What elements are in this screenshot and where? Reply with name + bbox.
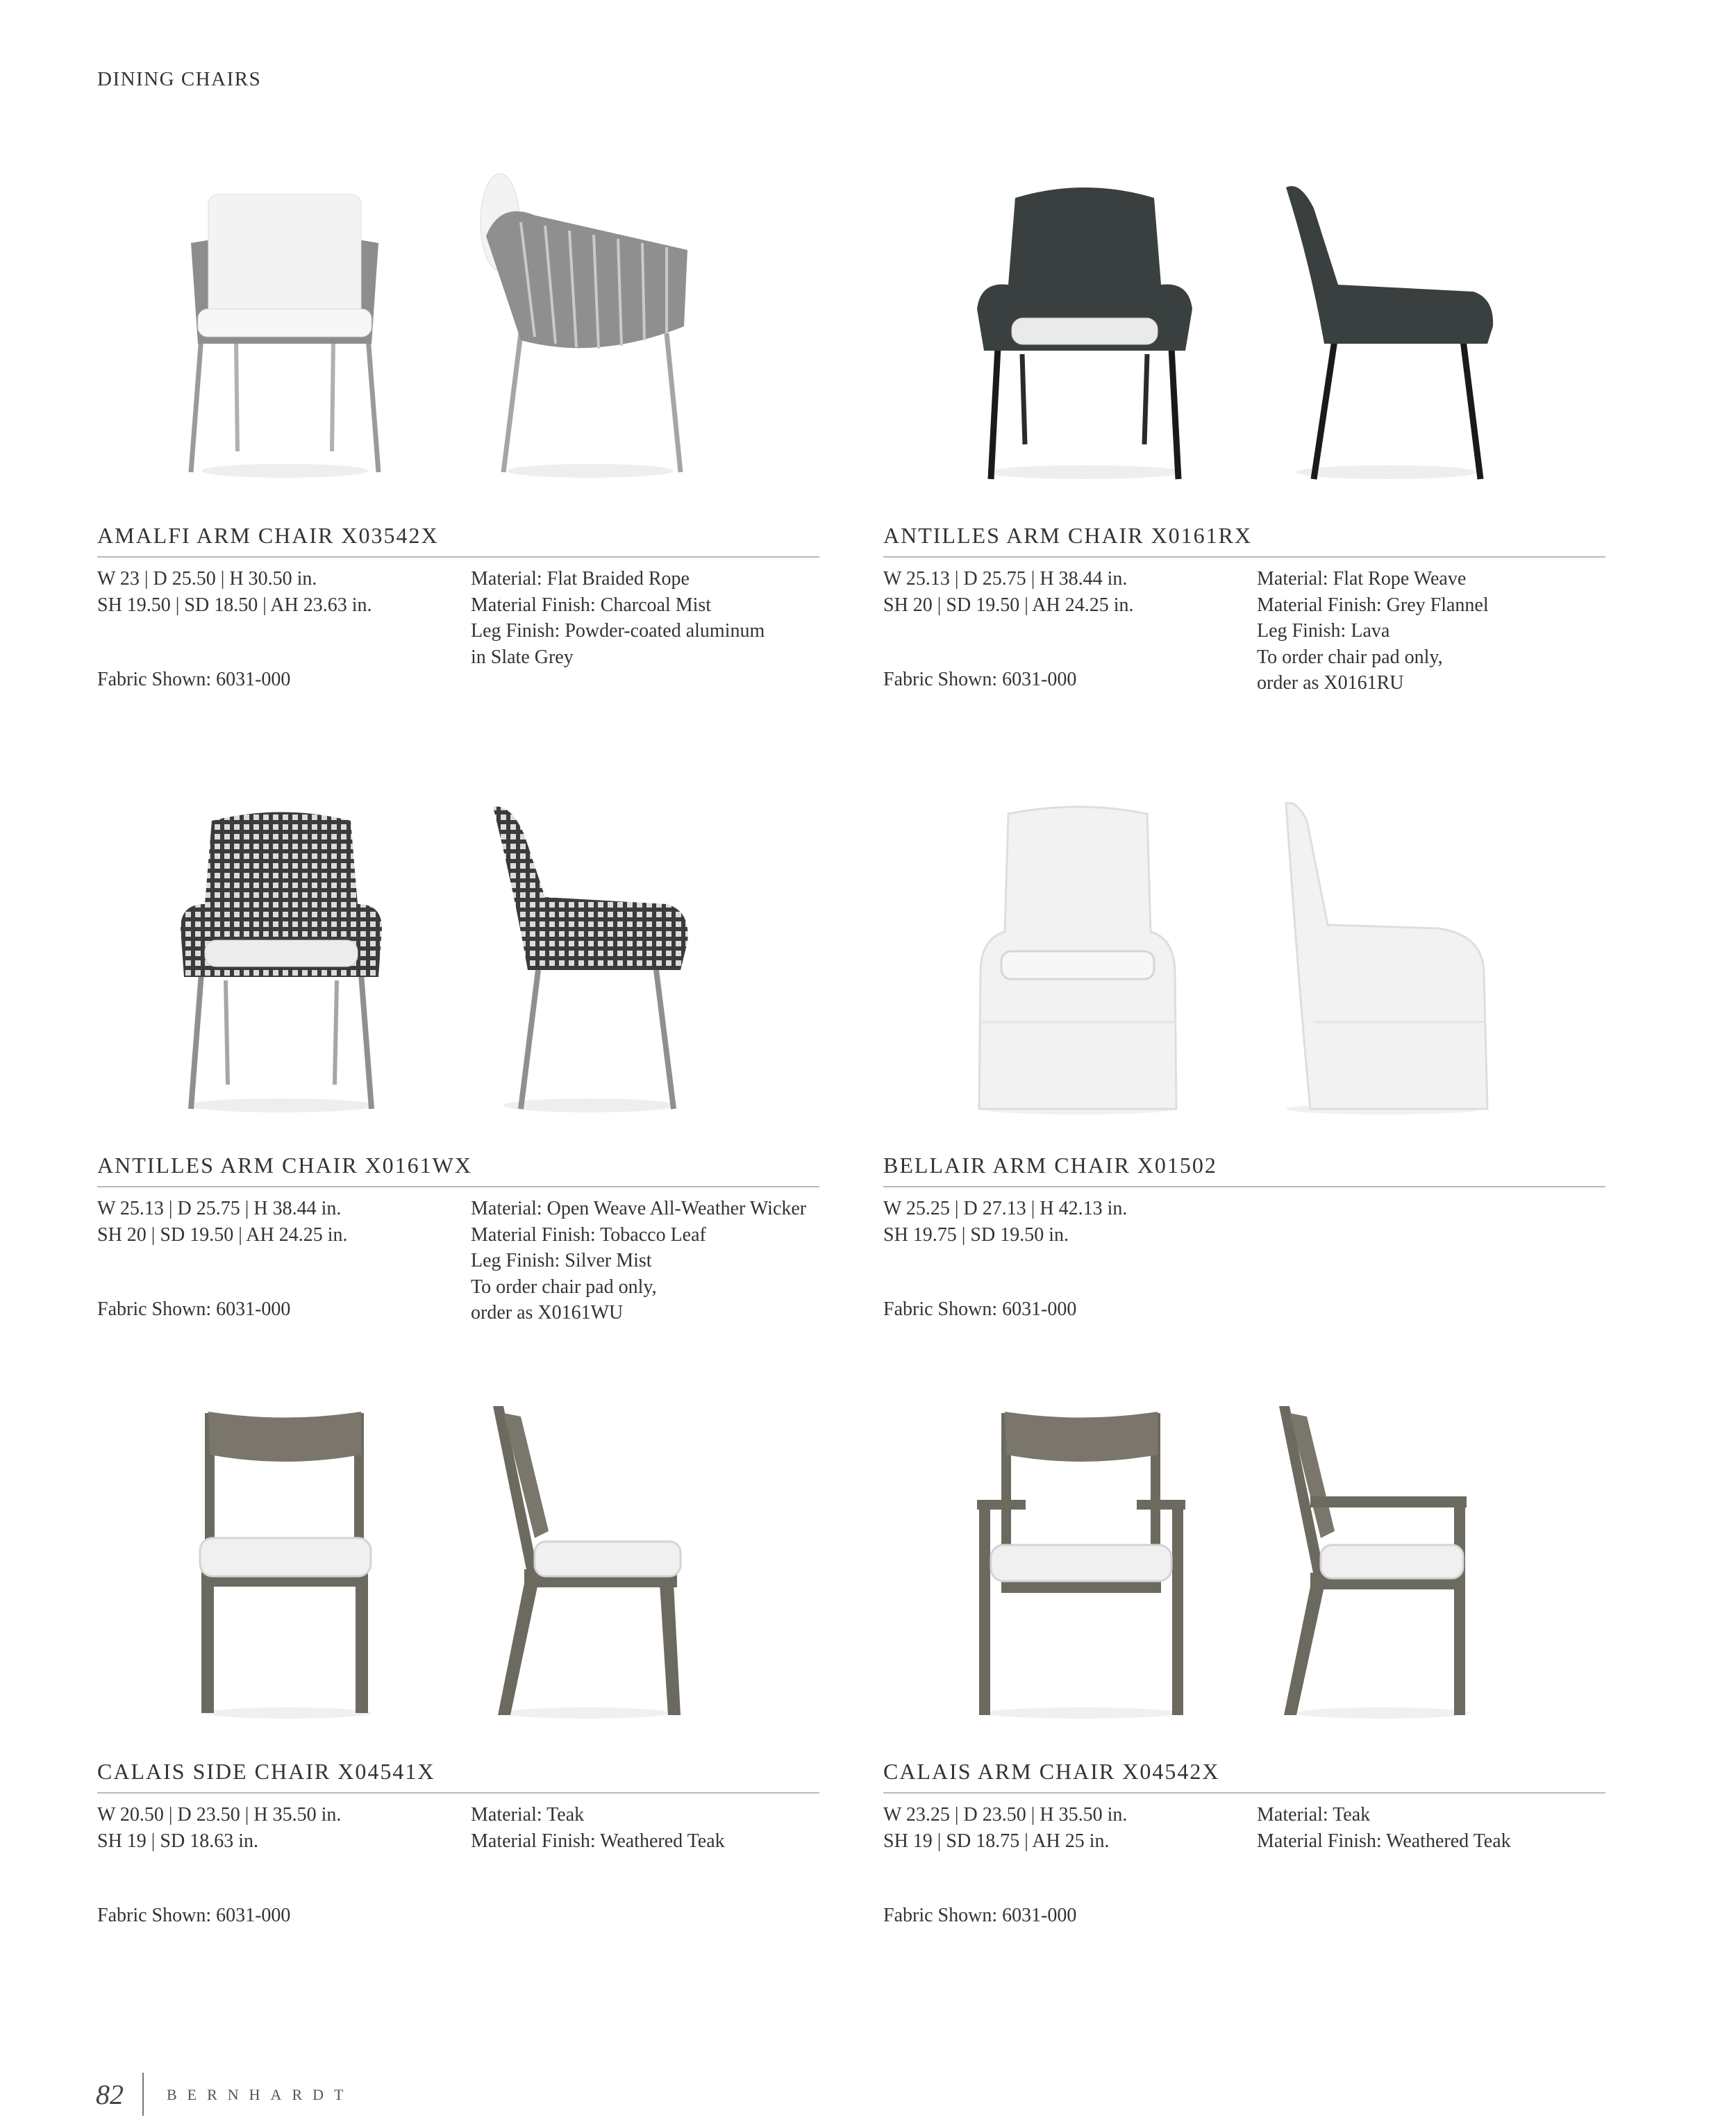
chair-side-image [1272,160,1501,486]
product-bellair-arm-chair [883,793,1605,1140]
chair-front-image [181,160,389,486]
product-images [883,1399,1605,1746]
product-materials: Material: Flat Braided Rope Material Finish: Charcoal Mist Leg Finish: Powder-coated aluminum in Slate Grey [471,568,765,668]
chair-front-image [174,793,389,1119]
chair-side-image [479,793,701,1119]
chair-front-image [974,793,1182,1119]
chair-side-image [483,1399,691,1726]
title-divider [97,1186,819,1187]
title-divider [883,1792,1605,1794]
product-title: ANTILLES ARM CHAIR X0161WX [97,1153,472,1178]
title-divider [97,556,819,558]
fabric-shown: Fabric Shown: 6031-000 [97,669,291,690]
product-title: BELLAIR ARM CHAIR X01502 [883,1153,1217,1178]
product-dimensions: W 25.13 | D 25.75 | H 38.44 in. SH 20 | SD 19.50 | AH 24.25 in. [883,568,1134,616]
product-images [97,1399,819,1746]
product-amalfi-arm-chair [97,160,819,507]
chair-front-image [974,1399,1189,1726]
product-materials: Material: Teak Material Finish: Weathered Teak [1257,1804,1511,1852]
product-calais-side-chair [97,1399,819,1746]
product-title: AMALFI ARM CHAIR X03542X [97,523,439,548]
product-images [883,160,1605,507]
title-divider [883,556,1605,558]
product-materials: Material: Teak Material Finish: Weathered Teak [471,1804,725,1852]
product-dimensions: W 20.50 | D 23.50 | H 35.50 in. SH 19 | SD 18.63 in. [97,1804,342,1852]
product-materials: Material: Flat Rope Weave Material Finish: Grey Flannel Leg Finish: Lava To order chair pad only, order as X0161RU [1257,568,1489,694]
product-calais-arm-chair [883,1399,1605,1746]
product-antilles-arm-chair-wx [97,793,819,1140]
fabric-shown: Fabric Shown: 6031-000 [883,669,1077,690]
product-dimensions: W 23 | D 25.50 | H 30.50 in. SH 19.50 | SD 18.50 | AH 23.63 in. [97,568,372,616]
title-divider [883,1186,1605,1187]
brand-logo: BERNHARDT [167,2086,354,2103]
title-divider [97,1792,819,1794]
product-images [883,793,1605,1140]
product-antilles-arm-chair-rx [883,160,1605,507]
chair-side-image [479,160,701,486]
footer-divider [142,2073,144,2116]
product-images [97,793,819,1140]
product-images [97,160,819,507]
chair-side-image [1272,1399,1494,1726]
product-dimensions: W 25.25 | D 27.13 | H 42.13 in. SH 19.75 | SD 19.50 in. [883,1198,1128,1246]
fabric-shown: Fabric Shown: 6031-000 [883,1298,1077,1320]
fabric-shown: Fabric Shown: 6031-000 [97,1905,291,1926]
chair-front-image [974,160,1196,486]
fabric-shown: Fabric Shown: 6031-000 [97,1298,291,1320]
product-title: CALAIS ARM CHAIR X04542X [883,1759,1220,1784]
section-label: DINING CHAIRS [97,68,262,90]
chair-front-image [194,1399,382,1726]
fabric-shown: Fabric Shown: 6031-000 [883,1905,1077,1926]
page-number: 82 [96,2079,124,2110]
product-dimensions: W 25.13 | D 25.75 | H 38.44 in. SH 20 | SD 19.50 | AH 24.25 in. [97,1198,348,1246]
product-title: ANTILLES ARM CHAIR X0161RX [883,523,1253,548]
chair-side-image [1272,793,1494,1119]
product-dimensions: W 23.25 | D 23.50 | H 35.50 in. SH 19 | SD 18.75 | AH 25 in. [883,1804,1128,1852]
product-title: CALAIS SIDE CHAIR X04541X [97,1759,435,1784]
product-materials: Material: Open Weave All-Weather Wicker Material Finish: Tobacco Leaf Leg Finish: Silver Mist To order chair pad only, order as X0161WU [471,1198,807,1323]
